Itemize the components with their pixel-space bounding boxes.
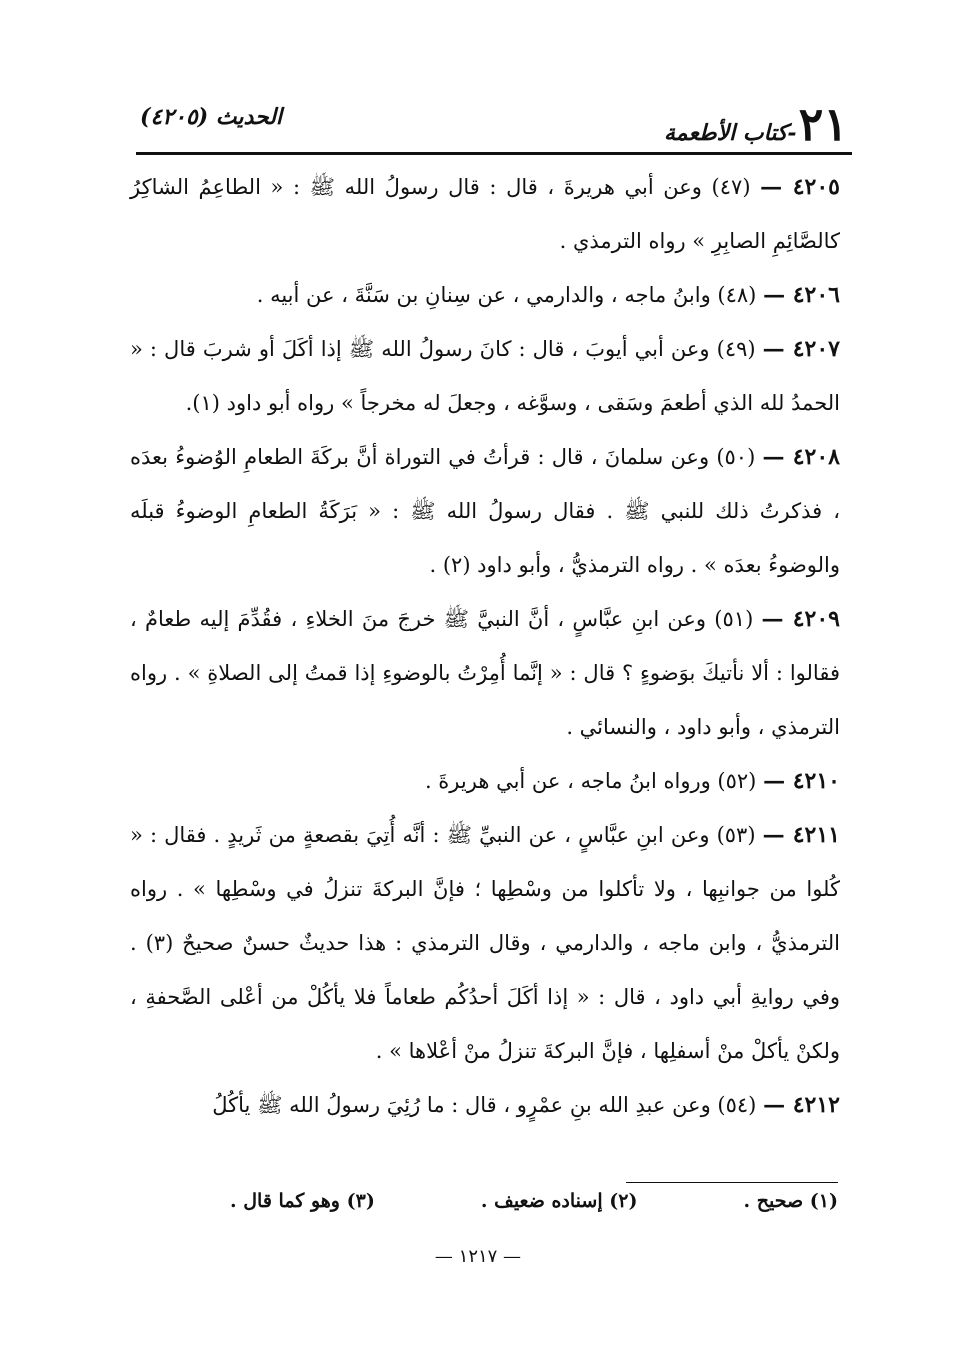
chapter-title: -كتاب الأطعمة: [663, 120, 797, 146]
footnote-divider: [626, 1182, 838, 1183]
hadith-number: ٤٢٠٧ —: [762, 336, 840, 362]
hadith-number: ٤٢٠٦ —: [763, 282, 840, 308]
hadith-number: ٤٢١١ —: [762, 822, 840, 848]
hadith-text: (٥٣) وعن ابنِ عبَّاسٍ ، عن النبيِّ ﷺ : أنَّه أُتِيَ بقصعةٍ من ثَريدٍ . فقال : « كُلوا من جوانبِها ، ولا تأكلوا من وسْطِها ؛ فإنَّ البركةَ تنزلُ في وسْطِها » . رواه الترمذيُّ ، وابن ماجه ، والدارمي ، وقال الترمذي : هذا حديثٌ حسنٌ صحيحٌ (٣) . وفي روايةِ أبي داود ، قال : « إذا أكَلَ أحدُكُم طعاماً فلا يأكُلْ من أعْلى الصَّحفةِ ، ولكنْ يأكلْ منْ أسفلِها ، فإنَّ البركةَ تنزلُ منْ أعْلاها » .: [130, 823, 841, 1063]
chapter-heading: [664, 96, 848, 152]
footnote-3: (٣) وهو كما قال .: [230, 1190, 375, 1212]
main-text: [130, 160, 840, 1132]
page-number: — ١٢١٧ —: [434, 1246, 522, 1267]
hadith-text: (٤٨) وابنُ ماجه ، والدارمي ، عن سِنانِ بن سَنَّةَ ، عن أبيه .: [256, 283, 757, 307]
hadith-text: (٥٠) وعن سلمانَ ، قال : قرأتُ في التوراة أنَّ بركَةَ الطعامِ الوُضوءُ بعدَه ، فذكرتُ ذلك للنبي ﷺ . فقال رسولُ الله ﷺ : « بَرَكَةُ الطعامِ الوضوءُ قبلَه والوضوءُ بعدَه » . رواه الترمذيُّ ، وأبو داود (٢) .: [130, 445, 840, 577]
hadith-text: (٥٤) وعن عبدِ الله بنِ عمْرٍو ، قال : ما رُئِيَ رسولُ الله ﷺ يأكُلُ: [212, 1093, 757, 1117]
hadith-text: (٥٢) ورواه ابنُ ماجه ، عن أبي هريرةَ .: [424, 769, 757, 793]
chapter-number: ٢١: [798, 97, 848, 151]
footnotes: [230, 1190, 838, 1212]
footnote-2: (٢) إسناده ضعيف .: [480, 1190, 638, 1212]
hadith-paragraph: [130, 268, 840, 322]
header-divider: [136, 152, 852, 155]
hadith-paragraph: [130, 430, 840, 592]
hadith-text: (٤٧) وعن أبي هريرةَ ، قال : قال رسولُ الله ﷺ : « الطاعِمُ الشاكِرُ كالصَّائِمِ الصابِرِ » رواه الترمذي .: [130, 175, 840, 253]
hadith-number: ٤٢١٠ —: [763, 768, 840, 794]
page-header: [140, 96, 848, 152]
hadith-number: ٤٢١٢ —: [763, 1092, 840, 1118]
footnote-1: (١) صحيح .: [743, 1190, 838, 1212]
hadith-paragraph: [130, 1078, 840, 1132]
hadith-paragraph: [130, 160, 840, 268]
hadith-number: ٤٢٠٩ —: [761, 606, 840, 632]
hadith-paragraph: [130, 754, 840, 808]
hadith-number: ٤٢٠٥ —: [760, 174, 840, 200]
hadith-text: (٥١) وعن ابنِ عبَّاسٍ ، أنَّ النبيَّ ﷺ خرجَ منَ الخلاءِ ، فقُدِّمَ إليه طعامٌ ، فقالوا : ألا نأتيكَ بوَضوءٍ ؟ قال : « إنَّما أُمِرْتُ بالوضوءِ إذا قمتُ إلى الصلاةِ » . رواه الترمذي ، وأبو داود ، والنسائي .: [130, 607, 840, 739]
hadith-number: ٤٢٠٨ —: [762, 444, 840, 470]
hadith-reference: الحديث (٤٢٠٥): [140, 104, 283, 130]
hadith-paragraph: [130, 322, 840, 430]
hadith-text: (٤٩) وعن أبي أيوبَ ، قال : كانَ رسولُ الله ﷺ إذا أكَلَ أو شربَ قال : « الحمدُ لله الذي أطعمَ وسَقى ، وسوَّغه ، وجعلَ له مخرجاً » رواه أبو داود (١).: [130, 337, 840, 415]
hadith-paragraph: [130, 592, 840, 754]
hadith-paragraph: [130, 808, 840, 1078]
